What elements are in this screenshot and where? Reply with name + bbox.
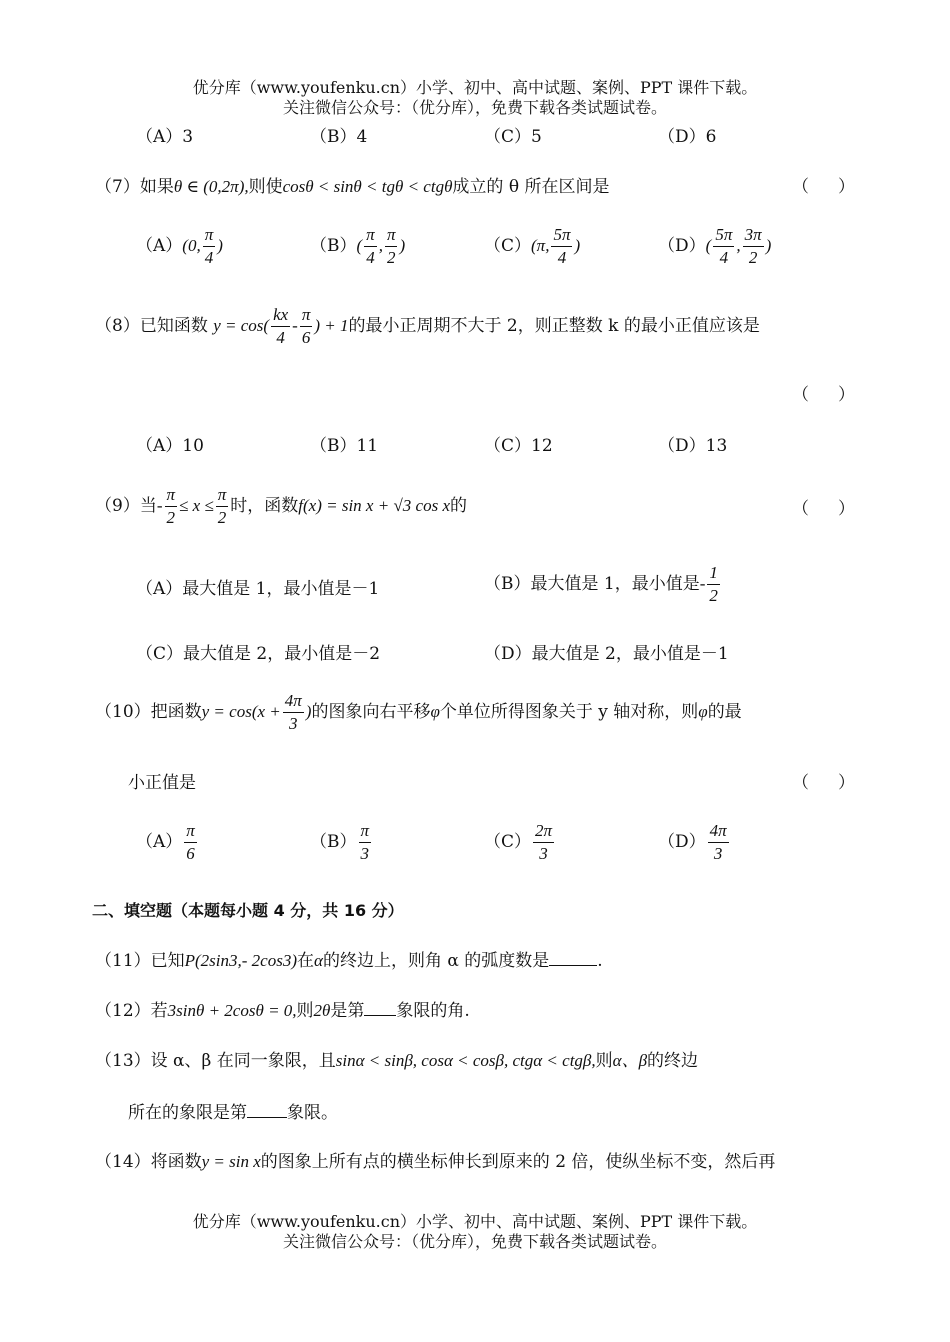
q10-number: （10）	[95, 702, 151, 722]
question-14	[95, 1147, 775, 1172]
q13-condition: sinα < sinβ, cosα < cosβ, ctgα < ctgβ,	[335, 1051, 596, 1070]
header-line-2: 关注微信公众号：（优分库），免费下载各类试题试卷。	[282, 98, 667, 117]
q12-two-theta: 2θ	[313, 1001, 331, 1020]
q9-option-b	[484, 562, 722, 607]
q10-answer-paren: （ ）	[792, 773, 861, 793]
q10-c-frac	[533, 820, 554, 865]
q9-frac2-den: 2	[217, 508, 227, 527]
q7-d-den2: 2	[748, 248, 758, 267]
q10-a-frac	[184, 820, 197, 865]
q10-option-a	[136, 820, 199, 865]
q7-b-open: (	[356, 236, 363, 255]
q10-option-b	[310, 820, 373, 865]
q9-b-num: 1	[707, 562, 720, 585]
q6-option-d: （D）6	[658, 127, 717, 147]
q14-post: 的图象上所有点的横坐标伸长到原来的 2 倍，使纵坐标不变，然后再	[260, 1152, 776, 1172]
q7-b-den2: 2	[386, 248, 396, 267]
q9-b-frac	[707, 562, 720, 607]
q7-a-den: 4	[204, 248, 214, 267]
q9-option-c: （C）最大值是 2，最小值是－2	[136, 644, 381, 664]
q11-alpha: α	[314, 951, 323, 970]
q10-line2: 小正值是	[128, 773, 196, 793]
footer-line-1: 优分库（www.youfenku.cn）小学、初中、高中试题、案例、PPT 课件下载。	[192, 1212, 758, 1231]
footer-line-2: 关注微信公众号：（优分库），免费下载各类试题试卷。	[282, 1232, 667, 1251]
q10-c-den: 3	[539, 844, 548, 863]
q7-b-close: )	[399, 236, 406, 255]
q8-frac1-num: kx	[271, 304, 290, 327]
q12-post: 是第	[330, 1001, 365, 1021]
q7-c-close: )	[574, 236, 581, 255]
question-12	[95, 996, 470, 1021]
q9-func: f(x) = sin x + √3 cos x	[298, 496, 450, 515]
q9-frac2	[216, 484, 229, 529]
q7-c-label: （C）	[484, 236, 532, 256]
q7-option-c	[484, 224, 580, 269]
q7-d-num2: 3π	[743, 224, 764, 247]
q7-pre: 如果	[139, 177, 174, 197]
question-9	[95, 484, 467, 529]
q9-post: 的	[450, 496, 467, 516]
q7-answer-paren: （ ）	[792, 177, 861, 197]
q14-number: （14）	[95, 1152, 151, 1172]
q7-a-num: π	[203, 224, 216, 247]
q11-end: .	[597, 951, 603, 971]
q10-phi-1: φ	[430, 702, 440, 721]
q9-frac1-den: 2	[166, 508, 176, 527]
q7-d-label: （D）	[658, 236, 706, 256]
q12-number: （12）	[95, 1001, 151, 1021]
q8-option-b: （B）11	[310, 436, 379, 456]
q14-pre: 将函数	[150, 1152, 202, 1172]
q7-b-label: （B）	[310, 236, 357, 256]
q7-d-comma: ,	[736, 236, 741, 255]
q9-option-a: （A）最大值是 1，最小值是－1	[136, 579, 380, 599]
q10-option-c	[484, 820, 556, 865]
q13-mid: 则	[595, 1051, 613, 1071]
q9-pre: 当	[139, 496, 157, 516]
q7-d-frac2	[743, 224, 764, 269]
q12-post2: 象限的角.	[396, 1001, 470, 1021]
q9-minus: -	[156, 496, 163, 515]
q8-frac1	[271, 304, 290, 349]
q7-b-frac2	[385, 224, 398, 269]
q10-pre: 把函数	[150, 702, 202, 722]
q13-line2a: 所在的象限是第	[128, 1103, 247, 1123]
q7-c-frac	[551, 224, 572, 269]
q13-alpha-beta: α、β	[612, 1051, 648, 1070]
q8-option-a: （A）10	[136, 436, 204, 456]
q14-func: y = sin x	[201, 1152, 261, 1171]
q7-d-den1: 4	[719, 248, 729, 267]
q10-b-num: π	[359, 820, 372, 843]
q6-option-a: （A）3	[136, 127, 194, 147]
header-line-1: 优分库（www.youfenku.cn）小学、初中、高中试题、案例、PPT 课件下载。	[192, 78, 758, 97]
q7-b-den1: 4	[366, 248, 375, 267]
section-2-title: 二、填空题（本题每小题 4 分，共 16 分）	[92, 901, 404, 920]
q10-frac-num: 4π	[283, 690, 304, 713]
q9-b-den: 2	[709, 586, 718, 605]
question-13	[95, 1046, 698, 1071]
q7-a-frac	[203, 224, 216, 269]
q8-pre: 已知函数	[139, 316, 208, 336]
q10-post: 个单位所得图象关于 y 轴对称，则	[439, 702, 699, 722]
q10-b-frac	[359, 820, 372, 865]
q8-post: 的最小正周期不大于 2，则正整数 k 的最小正值应该是	[348, 316, 760, 336]
q13-answer-blank[interactable]	[247, 1117, 287, 1118]
q13-pre: 设 α、β 在同一象限，且	[150, 1051, 336, 1071]
q8-func-start: y = cos(	[213, 316, 270, 335]
q7-b-num1: π	[364, 224, 377, 247]
q10-post2: 的最	[707, 702, 742, 722]
q10-d-num: 4π	[708, 820, 729, 843]
q8-option-d: （D）13	[658, 436, 728, 456]
q8-frac1-den: 4	[276, 328, 285, 347]
q9-b-minus: -	[699, 574, 706, 593]
q8-frac2-num: π	[300, 304, 313, 327]
q9-frac1-num: π	[165, 484, 178, 507]
q10-a-num: π	[184, 820, 197, 843]
q10-a-den: 6	[186, 844, 195, 863]
q8-answer-paren: （ ）	[792, 385, 861, 405]
q6-option-c: （C）5	[484, 127, 542, 147]
q10-frac-den: 3	[289, 714, 298, 733]
q11-pre: 已知	[150, 951, 185, 971]
q10-b-den: 3	[360, 844, 370, 863]
q7-c-open: (π,	[531, 236, 550, 255]
q6-option-b: （B）4	[310, 127, 368, 147]
q8-option-c: （C）12	[484, 436, 553, 456]
q10-func-start: y = cos(x +	[201, 702, 281, 721]
q9-le: ≤ x ≤	[179, 496, 214, 515]
q10-c-label: （C）	[484, 832, 532, 852]
q9-frac2-num: π	[216, 484, 229, 507]
q10-a-label: （A）	[136, 832, 183, 852]
q7-a-label: （A）	[136, 236, 183, 256]
q7-number: （7）	[95, 177, 140, 197]
q12-pre: 若	[150, 1001, 168, 1021]
q9-mid: 时，函数	[230, 496, 299, 516]
q10-d-frac	[708, 820, 729, 865]
q9-answer-paren: （ ）	[792, 499, 861, 519]
q13-number: （13）	[95, 1051, 151, 1071]
q13-post: 的终边	[647, 1051, 699, 1071]
question-10	[95, 690, 742, 735]
q7-inequality: cosθ < sinθ < tgθ < ctgθ	[282, 177, 453, 196]
q7-c-num: 5π	[551, 224, 572, 247]
q8-number: （8）	[95, 316, 140, 336]
q7-b-comma: ,	[378, 236, 383, 255]
q7-option-a	[136, 224, 223, 269]
q12-equation: 3sinθ + 2cosθ = 0,	[167, 1001, 297, 1020]
q7-b-num2: π	[385, 224, 398, 247]
q9-number: （9）	[95, 496, 140, 516]
q11-answer-blank[interactable]	[549, 965, 597, 966]
q8-minus: -	[292, 316, 298, 335]
q11-point: P(2sin3,- 2cos3)	[184, 951, 298, 970]
q10-frac	[283, 690, 304, 735]
q8-func-end: ) + 1	[314, 316, 349, 335]
q10-c-num: 2π	[533, 820, 554, 843]
q7-post: 成立的 θ 所在区间是	[452, 177, 610, 197]
question-11	[95, 946, 603, 971]
q7-condition: θ ∈ (0,2π),	[173, 177, 249, 196]
q7-mid: 则使	[248, 177, 283, 197]
q7-option-b	[310, 224, 405, 269]
q9-frac1	[165, 484, 178, 529]
q7-d-num1: 5π	[713, 224, 734, 247]
q10-d-den: 3	[713, 844, 723, 863]
q7-c-den: 4	[557, 248, 567, 267]
q11-mid: 在	[297, 951, 315, 971]
q8-frac2	[300, 304, 313, 349]
q7-d-close: )	[765, 236, 772, 255]
q7-d-frac1	[713, 224, 734, 269]
q7-b-frac1	[364, 224, 377, 269]
question-8	[95, 304, 760, 349]
q11-number: （11）	[95, 951, 151, 971]
q8-frac2-den: 6	[301, 328, 311, 347]
q10-b-label: （B）	[310, 832, 357, 852]
q10-mid: 的图象向右平移	[311, 702, 431, 722]
q7-a-close: )	[217, 236, 223, 255]
q13-line2b: 象限。	[287, 1103, 338, 1123]
q10-d-label: （D）	[658, 832, 706, 852]
q10-func-end: )	[305, 702, 312, 721]
q10-phi-2: φ	[698, 702, 708, 721]
q7-a-open: (0,	[182, 236, 201, 255]
q11-post: 的终边上，则角 α 的弧度数是	[322, 951, 550, 971]
q12-answer-blank[interactable]	[364, 1015, 396, 1016]
q13-line2	[128, 1098, 338, 1123]
q10-option-d	[658, 820, 731, 865]
q12-mid: 则	[296, 1001, 314, 1021]
q9-option-d: （D）最大值是 2，最小值是－1	[484, 644, 729, 664]
q9-b-text: （B）最大值是 1，最小值是	[484, 574, 700, 594]
question-7	[95, 172, 609, 197]
q7-option-d	[658, 224, 771, 269]
q7-d-open: (	[705, 236, 712, 255]
